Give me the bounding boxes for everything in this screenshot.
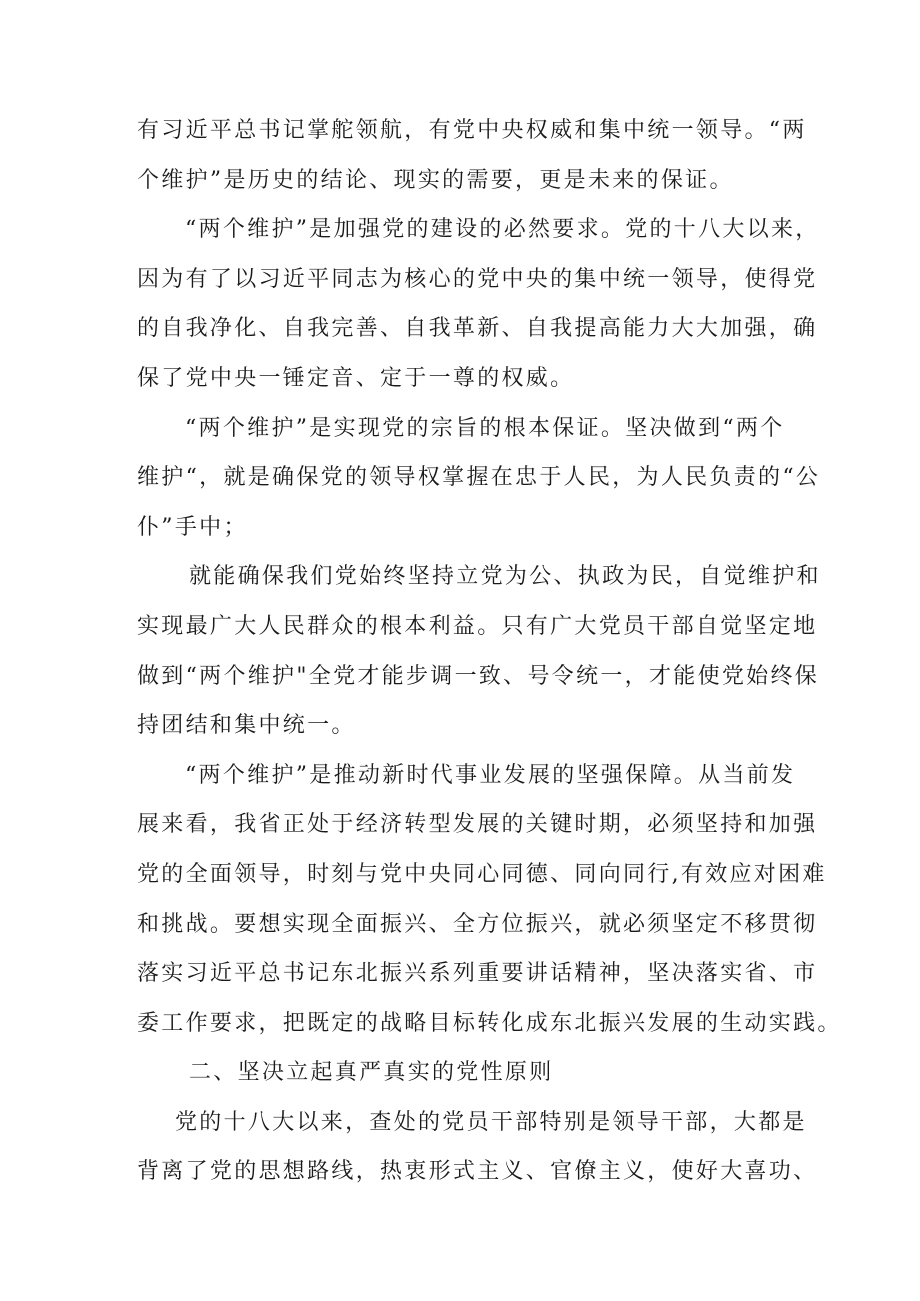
text-line: 的自我净化、自我完善、自我革新、自我提高能力大大加强，确	[137, 316, 818, 342]
text-line: 因为有了以习近平同志为核心的党中央的集中统一领导，使得党	[137, 266, 818, 292]
text-line: 保了党中央一锤定音、定于一尊的权威。	[137, 365, 575, 391]
text-line: 维护“，就是确保党的领导权掌握在忠于人民，为人民负责的“公	[137, 465, 821, 491]
paragraph-start-line: “两个维护”是实现党的宗旨的根本保证。坚决做到“两个	[185, 415, 785, 441]
text-line: 实现最广大人民群众的根本利益。只有广大党员干部自觉坚定地	[137, 613, 818, 639]
section-heading: 二、坚决立起真严真实的党性原则	[189, 1060, 554, 1086]
paragraph-start-line: 就能确保我们党始终坚持立党为公、执政为民，自觉维护和	[189, 564, 821, 590]
paragraph-start-line: 党的十八大以来，查处的党员干部特别是领导干部，大都是	[175, 1109, 807, 1135]
text-line: 展来看，我省正处于经济转型发展的关键时期，必须坚持和加强	[137, 812, 818, 838]
paragraph-start-line: “两个维护”是推动新时代事业发展的坚强保障。从当前发	[185, 762, 796, 788]
paragraph-start-line: “两个维护”是加强党的建设的必然要求。党的十八大以来，	[185, 217, 820, 243]
text-line: 委工作要求，把既定的战略目标转化成东北振兴发展的生动实践。	[137, 1010, 842, 1036]
text-line: 仆”手中；	[137, 514, 248, 540]
text-line: 个维护”是历史的结论、现实的需要，更是未来的保证。	[137, 167, 734, 193]
text-line: 党的全面领导，时刻与党中央同心同德、同向同行,有效应对困难	[137, 861, 827, 887]
text-line: 持团结和集中统一。	[137, 713, 356, 739]
text-line: 落实习近平总书记东北振兴系列重要讲话精神，坚决落实省、市	[137, 961, 818, 987]
text-line: 和挑战。要想实现全面振兴、全方位振兴，就必须坚定不移贯彻	[137, 911, 818, 937]
text-line: 背离了党的思想路线，热衷形式主义、官僚主义，使好大喜功、	[137, 1159, 818, 1185]
document-body	[137, 114, 842, 1205]
text-line: 有习近平总书记掌舵领航，有党中央权威和集中统一领导。“两	[137, 118, 807, 143]
text-line: 做到“两个维护"全党才能步调一致、号令统一，才能使党始终保	[137, 663, 820, 689]
